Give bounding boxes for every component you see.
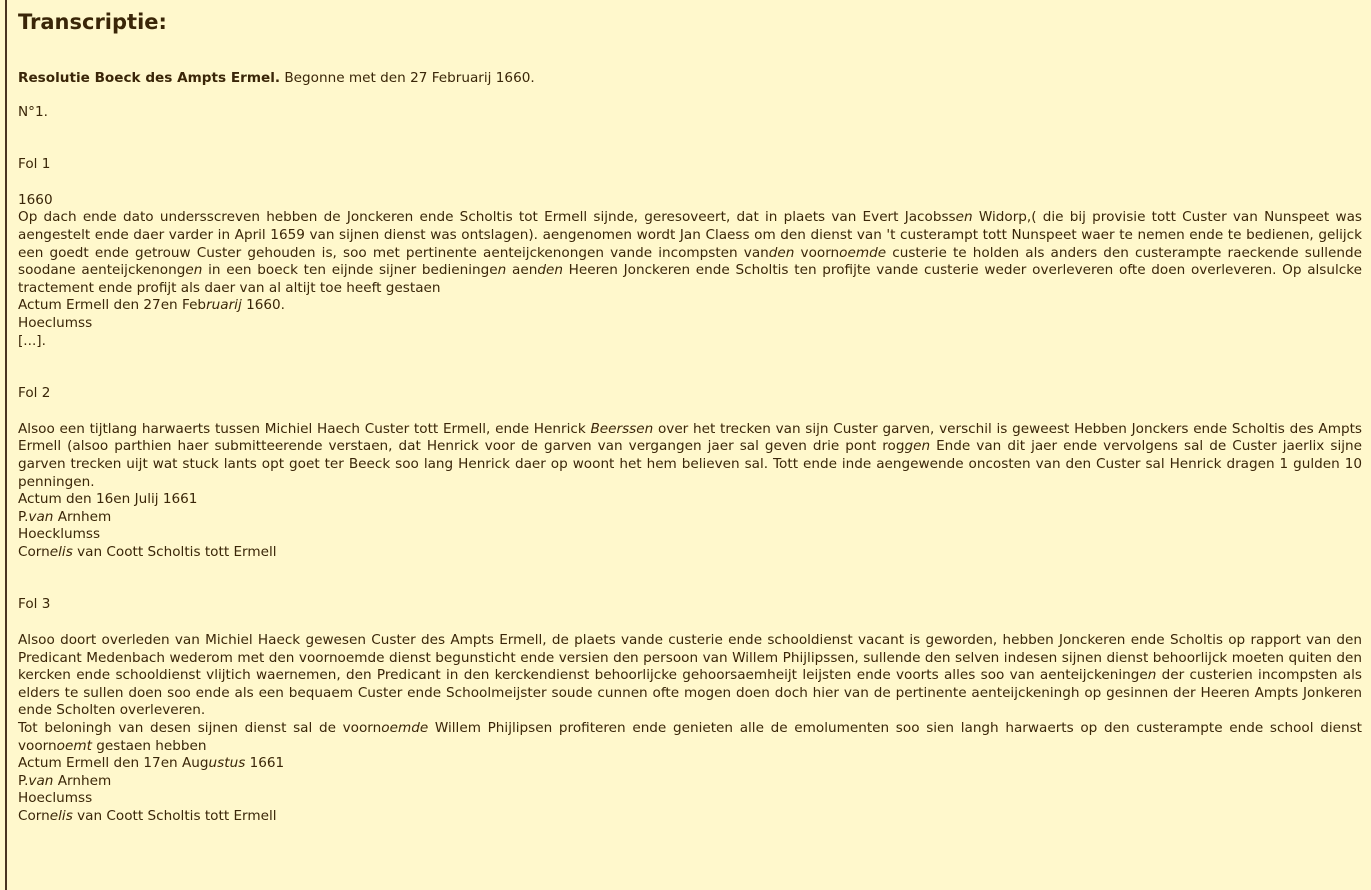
folio-3-label: Fol 3 [18, 596, 51, 613]
text-run: Arnhem [53, 772, 112, 789]
folio-1-signature: Hoeclumss [18, 314, 93, 331]
folio-1-paragraph [18, 209, 1362, 297]
folio-2-signature-2: Hoecklumss [18, 526, 101, 543]
folio-2-label: Fol 2 [18, 385, 51, 402]
text-run: der custerien incompsten als elders te sullen doen soo ende als een bequaem Custer ende Schoolmeijster soude cunnen ofte mogen doen doch hier van de pertinente aenteijckeningh op gesinnen der Heeren Ampts Jonkeren ende Scholten overleveren. [18, 667, 1362, 719]
italic-run: ruarij [206, 297, 242, 314]
italic-run: Beerssen [590, 420, 654, 437]
text-run: Corn [18, 808, 50, 824]
italic-run: van [28, 508, 54, 525]
italic-run: en [955, 209, 973, 226]
document-heading [18, 70, 1362, 88]
transcription-content [18, 8, 1362, 826]
text-run: 1661 [245, 755, 285, 772]
text-run: gestaen hebben [91, 737, 207, 754]
page-title: Transcriptie: [18, 10, 167, 34]
text-run: Alsoo een tijtlang harwaerts tussen Michiel Haech Custer tott Ermell, ende Henrick [18, 420, 591, 437]
folio-2-signature-1 [18, 509, 1362, 527]
italic-run: oemde [839, 244, 887, 261]
text-run: Alsoo doort overleden van Michiel Haeck gewesen Custer des Ampts Ermell, de plaets vande custerie ende schooldienst vacant is geworden, hebben Jonckeren ende Scholtis op rapport van den Predicant Medenbach wederom met den voornoemde dienst begunsticht ende versien den persoon van Willem Phijlipssen, sullende den selven indesen sijnen dienst behoorlijck moeten quiten den kercken ende schooldienst vlijtich waernemen, den Predicant in den kerckendienst behoorlijcke gehoorsaemheijt leijsten ende voorts alles soo van aenteijckeninge [18, 632, 1362, 684]
italic-run: en [185, 262, 203, 279]
text-run: Arnhem [53, 508, 112, 525]
folio-2-actum: Actum den 16en Julij 1661 [18, 491, 198, 508]
text-run: P. [18, 772, 29, 789]
text-run: aen [506, 262, 538, 279]
folio-3-actum [18, 755, 1362, 773]
italic-run: n [497, 262, 507, 279]
text-run: Ende van dit jaer ende vervolgens sal de Custer jaerlix sijne garven trecken uijt wat stuck lants opt goet ter Beeck soo lang Henrick daer op woont het hem believen sal. Tott ende inde aengewende oncosten van den Custer sal Henrick dragen 1 gulden 10 penningen. [18, 438, 1362, 490]
text-run: over het trecken van sijn Custer garven, verschil is geweest Hebben Jonckers ende Scholtis des Ampts Ermell (alsoo parthien haer submitteerende verstaen, dat Henrick voor de garven van vergangen jaer sal geven drie pont rog [18, 420, 1362, 455]
text-run: 1660. [241, 297, 285, 314]
text-run: Actum Ermell den 27en Feb [18, 297, 207, 314]
folio-3-signature-3 [18, 808, 1362, 826]
italic-run: oemde [381, 720, 429, 737]
text-run: Heeren Jonckeren ende Scholtis ten profijte vande custerie weder overleveren ofte doen overleveren. Op alsulcke tractement ende profijt als daer van al altijt toe heeft gestaen [18, 262, 1363, 296]
folio-3-signature-2: Hoeclumss [18, 790, 93, 807]
text-run: van Coott Scholtis tott Ermell [72, 808, 277, 824]
italic-run: den [768, 244, 795, 261]
text-run: P. [18, 508, 29, 525]
text-run: custerie te holden als anders den custerampte raeckende sullende soodane aenteijckenong [18, 244, 1362, 279]
italic-run: oemt [56, 737, 92, 754]
folio-3-paragraph-2 [18, 720, 1362, 755]
folio-3-signature-1 [18, 773, 1362, 791]
italic-run: ustus [208, 755, 246, 772]
folio-2-signature-3 [18, 544, 1362, 562]
document-heading-rest: Begonne met den 27 Februarij 1660. [280, 70, 535, 86]
italic-run: elis [49, 543, 73, 560]
text-run: Op dach ende dato undersscreven hebben de Jonckeren ende Scholtis tot Ermell sijnde, geresoveert, dat in plaets van Evert Jacobss [18, 209, 956, 226]
document-number: N°1. [18, 103, 48, 120]
text-run: voorn [794, 244, 840, 261]
folio-2-paragraph [18, 421, 1362, 491]
text-run: van Coott Scholtis tott Ermell [72, 543, 277, 560]
folio-1-year: 1660 [18, 191, 53, 208]
folio-1-ellipsis: [...]. [18, 332, 46, 349]
folio-1-label: Fol 1 [18, 156, 51, 173]
italic-run: n [1147, 667, 1157, 684]
italic-run: gen [904, 438, 931, 455]
text-run: in een boeck ten eijnde sijner bedieninge [202, 262, 498, 279]
folio-1-actum [18, 297, 1362, 315]
text-run: Tot beloningh van desen sijnen dienst sal de voorn [18, 720, 382, 737]
document-heading-bold: Resolutie Boeck des Ampts Ermel. [18, 70, 281, 86]
text-run: Actum Ermell den 17en Aug [18, 755, 209, 772]
folio-3-paragraph [18, 632, 1362, 720]
left-border-rule [5, 0, 7, 890]
italic-run: den [537, 262, 563, 279]
italic-run: van [28, 772, 54, 789]
text-run: Willem Phijlipsen profiteren ende genieten alle de emolumenten soo sien langh harwaerts op den custerampte ende school dienst voorn [18, 720, 1362, 754]
text-run: Widorp,( die bij provisie tott Custer van Nunspeet was aengestelt ende daer varder in April 1659 van sijnen dienst was ontslagen). aengenomen wordt Jan Claess om den dienst van 't custerampt tott Nunspeet waer te nemen ende te bedienen, gelijck een goedt ende getrouw Custer gehouden is, soo met pertinente aenteijckenongen vande incompsten van [18, 209, 1363, 261]
italic-run: elis [49, 808, 73, 824]
text-run: Corn [18, 543, 50, 560]
